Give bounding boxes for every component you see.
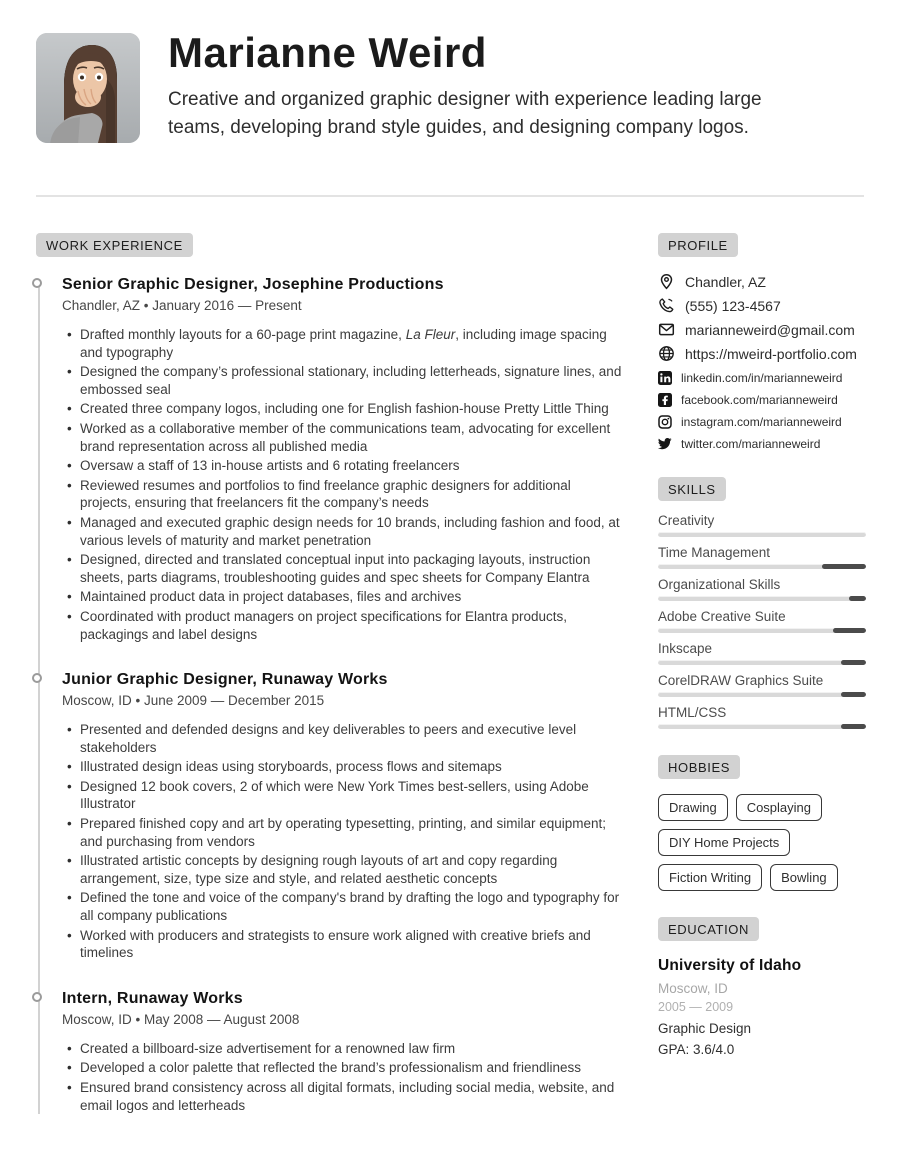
skill-name: Time Management [658,545,771,560]
job-bullet: • Coordinated with product managers on project specifications for Elantra products, packagings and label designs [80,608,626,643]
job-entry-junior-designer [62,671,626,962]
job-bullet: • Ensured brand consistency across all digital formats, including social media, website, and email logos and letterheads [80,1079,626,1114]
contact-text: (555) 123-4567 [685,297,781,314]
education-entry [658,957,866,1057]
skill-name: Organizational Skills [658,577,781,592]
education-dates: 2005 — 2009 [658,1000,734,1014]
job-bullet: • Created a billboard-size advertisement for a renowned law firm [80,1040,626,1058]
hobby-tag: DIY Home Projects [658,829,790,856]
job-bullet: • Developed a color palette that reflected the brand’s professionalism and friendliness [80,1059,626,1077]
hobby-tag: Cosplaying [736,794,822,821]
job-bullet: • Prepared finished copy and art by operating typesetting, printing, and similar equipment; and purchasing from vendors [80,815,626,850]
education-school: University of Idaho [658,957,802,974]
contact-location [658,273,866,290]
job-title: Intern, Runaway Works [62,989,243,1007]
profile-photo [36,33,140,143]
timeline-dot-icon [32,992,42,1002]
location-icon [658,273,675,290]
person-name: Marianne Weird [168,29,487,76]
skill-html-css [658,705,866,729]
work-experience-section [32,233,626,1116]
skill-name: HTML/CSS [658,705,727,720]
contact-phone [658,297,866,314]
hobby-tag-list [658,794,858,891]
skill-coreldraw [658,673,866,697]
education-heading: EDUCATION [658,917,759,941]
instagram-icon [658,415,672,429]
skill-name: Inkscape [658,641,713,656]
skill-bar [658,692,866,697]
skill-level-indicator [841,660,866,665]
job-bullet: • Designed 12 book covers, 2 of which were New York Times best-sellers, using Adobe Illustrator [80,778,626,813]
job-bullet: • Illustrated artistic concepts by designing rough layouts of art and copy regarding arrangement, size, type size and style, and related aesthetic concepts [80,852,626,887]
skill-level-indicator [822,564,866,569]
job-bullet-list [62,1040,626,1114]
education-location: Moscow, ID [658,981,728,996]
work-experience-heading: WORK EXPERIENCE [36,233,193,257]
job-bullet: • Oversaw a staff of 13 in-house artists and 6 rotating freelancers [80,457,626,475]
tagline: Creative and organized graphic designer with experience leading large teams, developing brand style guides, and designing company logos. [168,89,762,139]
profile-photo-illustration [36,33,140,143]
skill-name: CorelDRAW Graphics Suite [658,673,824,688]
skill-level-indicator [849,596,866,601]
contact-text: Chandler, AZ [685,273,766,290]
job-bullet-list [62,721,626,962]
social-text: facebook.com/marianneweird [681,393,838,407]
social-text: linkedin.com/in/marianneweird [681,371,843,385]
skill-bar [658,724,866,729]
globe-icon [658,345,675,362]
social-instagram[interactable] [658,415,866,429]
social-text: twitter.com/marianneweird [681,437,821,451]
skill-bar [658,532,866,537]
job-bullet: • Maintained product data in project databases, files and archives [80,588,626,606]
hobby-tag: Drawing [658,794,728,821]
profile-heading: PROFILE [658,233,738,257]
contact-text: marianneweird@gmail.com [685,321,855,338]
email-icon [658,321,675,338]
timeline-dot-icon [32,673,42,683]
social-linkedin[interactable] [658,371,866,385]
job-bullet: • Designed the company’s professional stationary, including letterheads, signature lines, and embossed seal [80,363,626,398]
job-title: Junior Graphic Designer, Runaway Works [62,671,388,689]
job-title: Senior Graphic Designer, Josephine Productions [62,276,444,293]
job-bullet: • Worked with producers and strategists to ensure work aligned with creative briefs and timelines [80,927,626,962]
social-twitter[interactable] [658,437,866,451]
social-text: instagram.com/marianneweird [681,415,842,429]
hobby-tag: Bowling [770,864,838,891]
job-bullet: • Managed and executed graphic design needs for 10 brands, including fashion and food, at various levels of maturity and market penetration [80,514,626,549]
job-bullet: • Presented and defended designs and key deliverables to peers and executive level stakeholders [80,721,626,756]
linkedin-icon [658,371,672,385]
sidebar [658,233,866,1057]
skill-list [658,513,866,729]
job-bullet: • Illustrated design ideas using storyboards, process flows and sitemaps [80,758,626,776]
hobbies-section [658,755,866,891]
skill-creativity [658,513,866,537]
hobbies-heading: HOBBIES [658,755,740,779]
education-section [658,917,866,1057]
skill-bar [658,564,866,569]
work-timeline [32,276,626,1114]
job-bullet: • Drafted monthly layouts for a 60-page print magazine, La Fleur, including image spacing and typography [80,326,626,361]
twitter-icon [658,437,672,451]
skills-section [658,477,866,729]
job-bullet: • Worked as a collaborative member of the communications team, advocating for excellent brand representation across all published media [80,420,626,455]
skill-level-indicator [841,724,866,729]
skill-inkscape [658,641,866,665]
job-bullet: • Reviewed resumes and portfolios to find freelance graphic designers for additional projects, ensuring that freelancers fit the company’s needs [80,477,626,512]
skill-bar [658,660,866,665]
skill-name: Creativity [658,513,715,528]
header-divider [36,195,864,197]
skill-level-indicator [833,628,866,633]
education-gpa: GPA: 3.6/4.0 [658,1042,735,1057]
contact-text: https://mweird-portfolio.com [685,345,857,362]
skill-organizational [658,577,866,601]
header [168,30,828,142]
skill-bar [658,628,866,633]
job-bullet: • Designed, directed and translated conceptual input into packaging layouts, instruction sheets, parts diagrams, troubleshooting guides and spec sheets for Company Elantra [80,551,626,586]
skill-level-indicator [841,692,866,697]
social-list [658,371,866,451]
timeline-dot-icon [32,278,42,288]
skills-heading: SKILLS [658,477,726,501]
job-bullet: • Defined the tone and voice of the company's brand by drafting the logo and typography for all company publications [80,889,626,924]
job-bullet: • Created three company logos, including one for English fashion-house Pretty Little Thing [80,400,626,418]
job-meta: Chandler, AZ • January 2016 — Present [62,298,302,313]
skill-time-management [658,545,866,569]
job-meta: Moscow, ID • May 2008 — August 2008 [62,1011,300,1027]
contact-list [658,273,866,362]
job-bullet-list [62,326,626,643]
contact-website[interactable] [658,345,866,362]
hobby-tag: Fiction Writing [658,864,762,891]
facebook-icon [658,393,672,407]
job-entry-intern [62,990,626,1114]
phone-icon [658,297,675,314]
education-degree: Graphic Design [658,1021,752,1036]
job-meta: Moscow, ID • June 2009 — December 2015 [62,693,325,709]
skill-adobe [658,609,866,633]
contact-email[interactable] [658,321,866,338]
skill-name: Adobe Creative Suite [658,609,786,624]
skill-bar [658,596,866,601]
social-facebook[interactable] [658,393,866,407]
job-entry-senior-designer [62,276,626,643]
